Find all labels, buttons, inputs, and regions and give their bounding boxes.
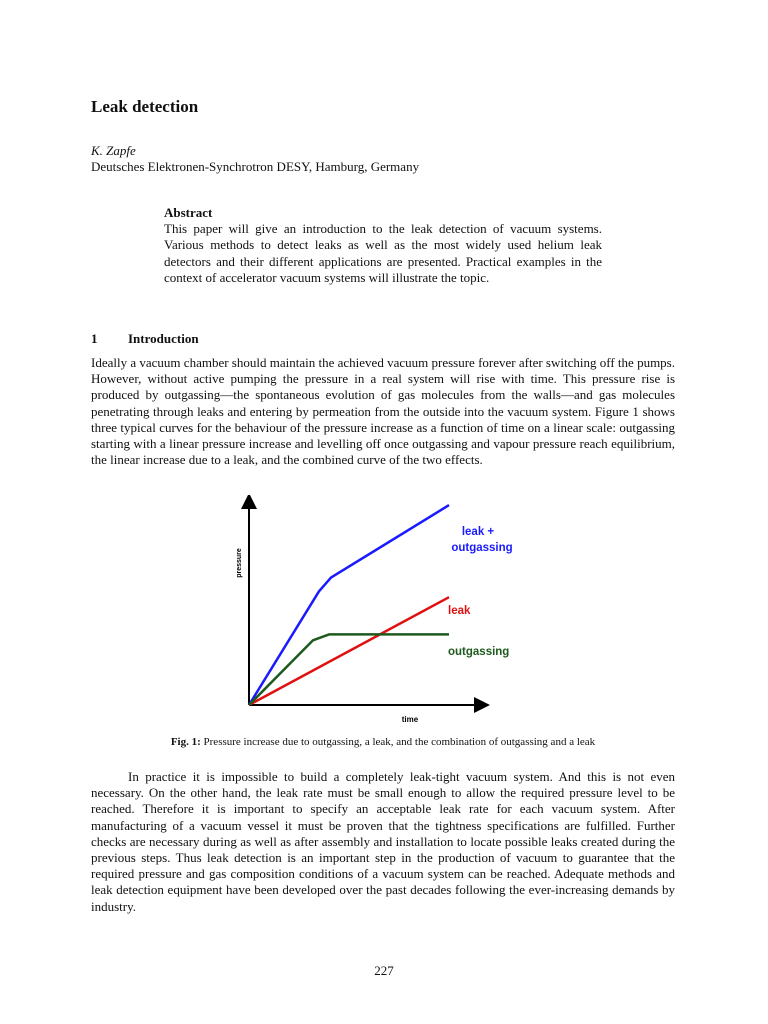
paper-title: Leak detection: [91, 97, 199, 116]
intro-paragraph-1: Ideally a vacuum chamber should maintain the achieved vacuum pressure forever after switching off the pumps. However, without active pumping the pressure in a real system will rise with time. This pressure rise is produced by outgassing—the spontaneous evolution of gas molecules from the walls—and gas molecules penetrating through leaks and entering by permeation from the outside into the vacuum system. Figure 1 shows three typical curves for the behaviour of the pressure increase as a function of time on a linear scale: outgassing starting with a linear pressure increase and levelling off once outgassing and vapour pressure reach equilibrium, the linear increase due to a leak, and the combined curve of the two effects.: [91, 355, 675, 468]
section-number: 1: [91, 331, 98, 346]
author-affiliation: Deutsches Elektronen-Synchrotron DESY, Hamburg, Germany: [91, 159, 420, 174]
x-axis-label: time: [401, 715, 419, 724]
figure-caption: [91, 736, 675, 748]
label-leak-outgassing-line2: outgassing: [451, 542, 513, 554]
series-line-outgassing: [249, 634, 449, 705]
y-axis-label: pressure: [236, 548, 243, 578]
caption-text: Pressure increase due to outgassing, a leak, and the combination of outgassing and a leak: [203, 736, 596, 748]
label-leak: leak: [448, 605, 471, 617]
section-heading: [91, 331, 199, 347]
abstract-text: This paper will give an introduction to the leak detection of vacuum systems. Various methods to detect leaks as well as the most widely used helium leak detectors and their different applications are presented. Practical examples in the context of accelerator vacuum systems will illustrate the topic.: [164, 221, 602, 285]
label-outgassing: outgassing: [448, 646, 510, 658]
abstract-heading: Abstract: [164, 205, 213, 220]
intro-paragraph-2: In practice it is impossible to build a completely leak-tight vacuum system. And this is not even necessary. On the other hand, the leak rate must be small enough to allow the required pressure level to be reached. Therefore it is important to specify an acceptable leak rate for each vacuum system. After manufacturing of a vacuum vessel it must be proven that the tightness specifications are fulfilled. Further checks are necessary during as well as after assembly and installation to locate possible leaks created during the previous steps. Thus leak detection is an important step in the production of vacuum to guarantee that the required pressure and gas composition conditions of a vacuum system can be reached. Adequate methods and leak detection equipment have been developed over the past decades following the ever-increasing demands by industry.: [91, 769, 675, 914]
author-name: K. Zapfe: [91, 143, 136, 158]
page-number: 227: [374, 963, 394, 978]
figure-1-chart: [220, 495, 550, 730]
abstract-block: [164, 205, 602, 286]
label-leak-outgassing-line1: leak +: [461, 526, 495, 538]
section-title: Introduction: [128, 331, 199, 346]
caption-label: Fig. 1:: [170, 736, 201, 748]
series-line-leak: [249, 597, 449, 705]
